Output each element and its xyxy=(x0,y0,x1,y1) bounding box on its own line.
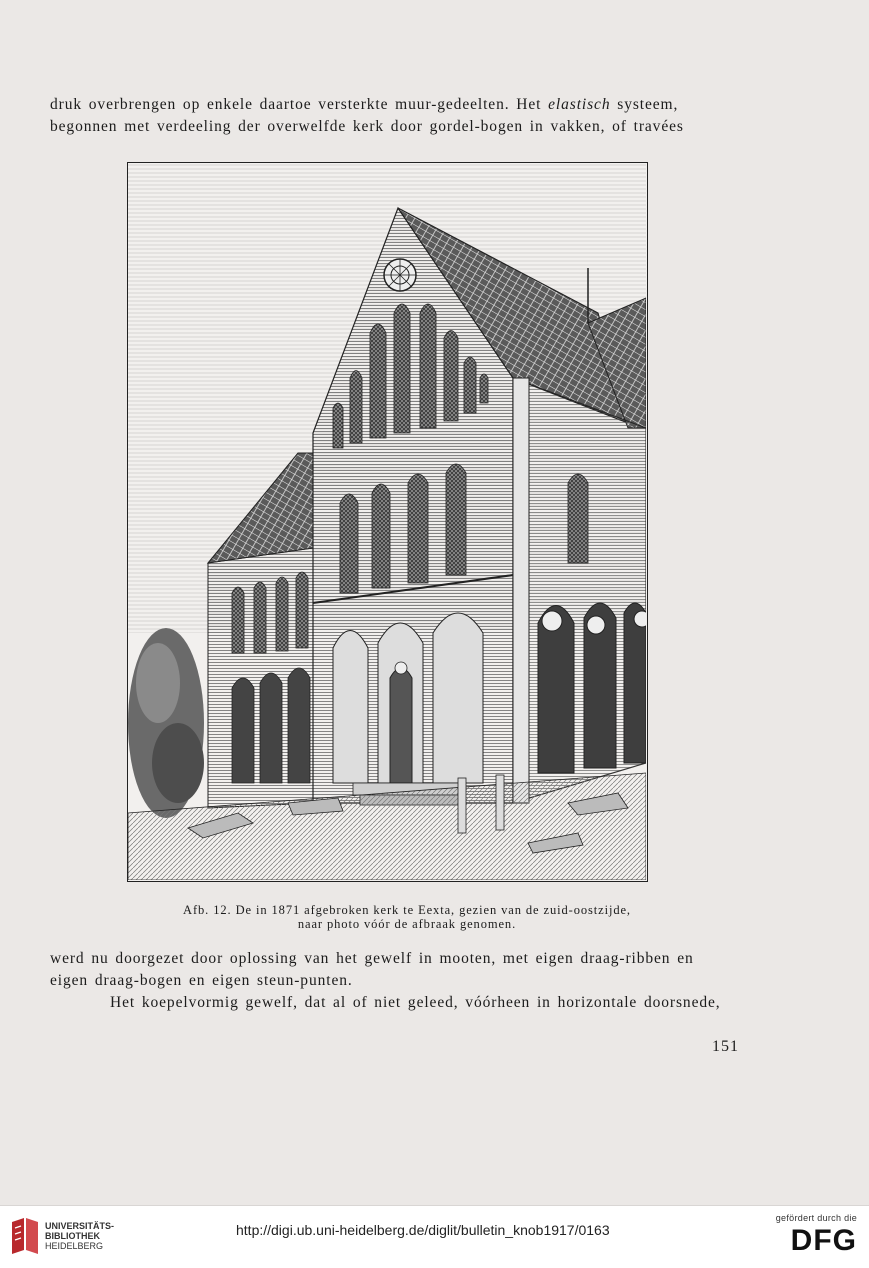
library-name-line: UNIVERSITÄTS- xyxy=(45,1221,115,1231)
tree xyxy=(128,628,204,818)
dfg-logo: DFG xyxy=(790,1224,857,1257)
body-text-line: druk overbrengen op enkele daartoe versterkte muur-gedeelten. Het xyxy=(50,96,549,113)
library-logo-icon xyxy=(10,1216,40,1256)
funding-caption: gefördert durch die xyxy=(775,1213,857,1223)
body-text-bottom xyxy=(50,948,740,1014)
church-illustration xyxy=(127,162,648,882)
caption-line: naar photo vóór de afbraak genomen. xyxy=(297,917,517,931)
page-number: 151 xyxy=(712,1038,739,1055)
body-text-top xyxy=(50,94,740,138)
viewer-footer xyxy=(0,1205,869,1268)
funder-block[interactable] xyxy=(776,1213,857,1257)
italic-word: elastisch xyxy=(548,96,611,113)
permalink-url[interactable]: http://digi.ub.uni-heidelberg.de/diglit/bulletin_knob1917/0163 xyxy=(236,1222,610,1238)
body-text-line: eigen draag-bogen en eigen steun-punten. xyxy=(50,972,353,989)
body-text-line: werd nu doorgezet door oplossing van het gewelf in mooten, met eigen draag-ribben en xyxy=(50,950,694,967)
body-text-line: begonnen met verdeeling der overwelfde kerk door gordel-bogen in vakken, of travées xyxy=(50,118,684,135)
library-logo[interactable] xyxy=(10,1216,114,1256)
figure-caption xyxy=(127,903,687,931)
library-name xyxy=(45,1221,114,1251)
church-engraving xyxy=(128,163,646,880)
caption-line: Afb. 12. De in 1871 afgebroken kerk te Eexta, gezien van de zuid-oostzijde, xyxy=(183,903,631,917)
library-name-line: HEIDELBERG xyxy=(45,1241,104,1251)
library-name-line: BIBLIOTHEK xyxy=(45,1231,100,1241)
body-text-line: Het koepelvormig gewelf, dat al of niet geleed, vóórheen in horizontale doorsnede, xyxy=(110,994,721,1011)
body-text-line: systeem, xyxy=(610,96,679,113)
